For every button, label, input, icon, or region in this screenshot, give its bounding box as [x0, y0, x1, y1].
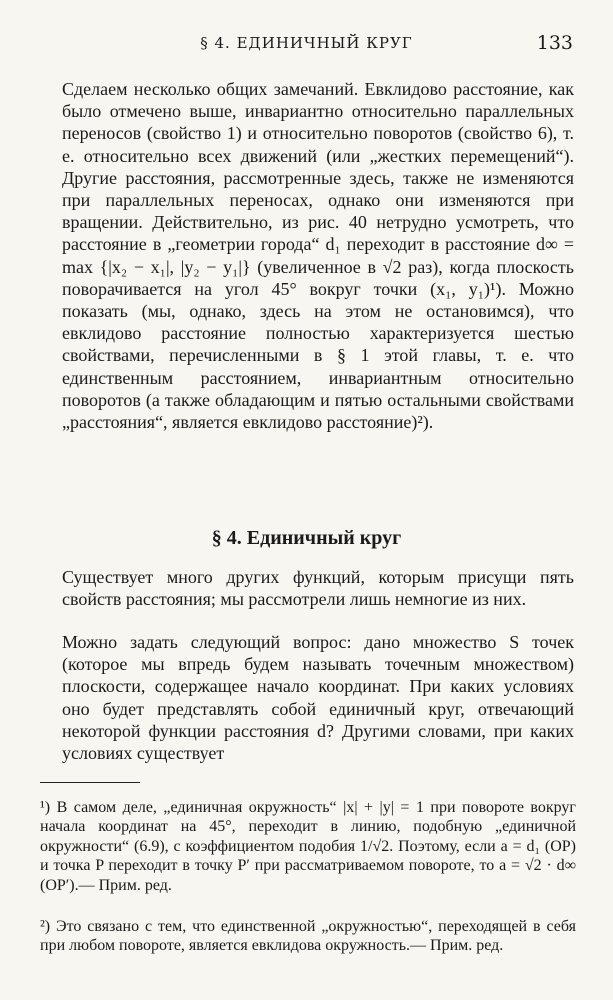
footnote-rule: [40, 782, 140, 783]
footnote-2: ²) Это связано с тем, что единственной „окружностью“, переходящей в себя при любом повороте, является евклидова окружность.— Прим. ред.: [40, 918, 576, 955]
paragraph-question: Можно задать следующий вопрос: дано множество S точек (которое мы впредь будем называть точечным множеством) плоскости, содержащее начало координат. При каких условиях оно будет представлять собой единичный круг, отвечающий некоторой функции расстояния d? Другими словами, при каких условиях существует: [62, 632, 574, 764]
running-head: § 4. ЕДИНИЧНЫЙ КРУГ: [200, 34, 413, 52]
footnote-1: ¹) В самом деле, „единичная окружность“ |x| + |y| = 1 при повороте вокруг начала координат на 45°, переходит в линию, подобную „единичной окружности“ (6.9), с коэффициентом подобия 1/√2. Поэтому, если a = d₁ (OP) и точка P переходит в точку P′ при рассматриваемом повороте, то a = √2 · d∞ (OP′).— Прим. ред.: [40, 799, 576, 894]
paragraph-general-remarks: Сделаем несколько общих замечаний. Евклидово расстояние, как было отмечено выше, инвариантно относительно параллельных переносов (свойство 1) и относительно поворотов (свойство 6), т. е. относительно всех движений (или „жестких перемещений“). Другие расстояния, рассмотренные здесь, также не изменяются при параллельных переносах, однако они изменяются при вращении. Действительно, из рис. 40 нетрудно усмотреть, что расстояние в „геометрии города“ d₁ переходит в расстояние d∞ = max {|x₂ − x₁|, |y₂ − y₁|} (увеличенное в √2 раз), когда плоскость поворачивается на угол 45° вокруг точки (x₁, y₁)¹). Можно показать (мы, однако, здесь на этом не остановимся), что евклидово расстояние полностью характеризуется шестью свойствами, перечисленными в § 1 этой главы, т. е. что единственным расстоянием, инвариантным относительно поворотов (а также обладающим и пятью остальными свойствами „расстояния“, является евклидово расстояние)²).: [62, 79, 574, 433]
paragraph-other-functions: Существует много других функций, которым присущи пять свойств расстояния; мы рассмотрели лишь немногие из них.: [62, 567, 574, 610]
section-title: § 4. Единичный круг: [211, 527, 402, 549]
page-number: 133: [536, 32, 573, 54]
